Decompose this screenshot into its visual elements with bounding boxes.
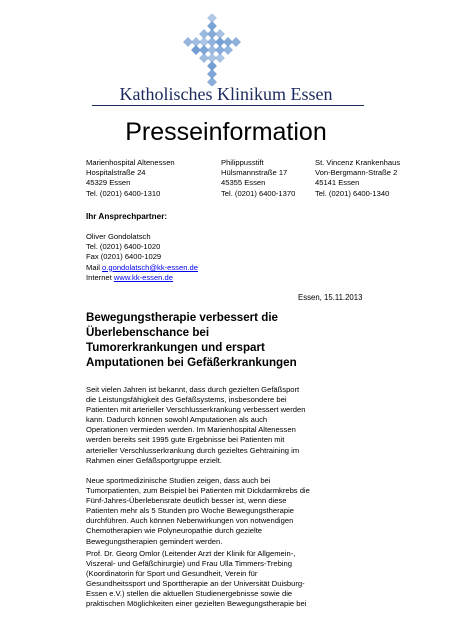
paragraph-line: Tumorpatienten, zum Beispiel bei Patienten mit Dickdarmkrebs die: [86, 486, 310, 496]
headline-line: Bewegungstherapie verbessert die: [86, 311, 279, 324]
paragraph-line: die Leistungsfähigkeit des Gefäßsystems, insbesondere bei: [86, 395, 287, 405]
contact-internet-link[interactable]: www.kk-essen.de: [113, 272, 173, 282]
contact-name: Oliver Gondolatsch: [86, 232, 151, 241]
contact-mail-label: Mail: [86, 262, 103, 272]
paragraph-line: Patienten mit arterieller Verschlusserkrankung verbessert werden: [86, 405, 306, 415]
address-line: Hülsmannstraße 17: [221, 168, 288, 178]
contact-internet-label: Internet: [86, 272, 114, 282]
logo-tile: [231, 37, 241, 47]
address-line: Philippusstift: [221, 158, 264, 167]
address-line: Von-Bergmann-Straße 2: [315, 168, 398, 178]
address-line: Hospitalstraße 24: [86, 168, 146, 178]
paragraph-line: Gesundheitssport und Sporttherapie an der Universität Duisburg-: [86, 579, 305, 589]
contact-internet-row: [86, 273, 198, 283]
contact-block: [86, 232, 198, 283]
logo-tile: [199, 53, 209, 63]
contact-mail-link[interactable]: o.gondolatsch@kk-essen.de: [102, 262, 198, 272]
paragraph-line: praktischen Möglichkeiten einer gezielten Bewegungstherapie bei: [86, 599, 307, 609]
address-line: Tel. (0201) 6400-1310: [86, 188, 161, 198]
address-line: Marienhospital Altenessen: [86, 158, 175, 167]
logo-tile: [215, 53, 225, 63]
address-line: 45329 Essen: [86, 178, 131, 188]
headline-line: Amputationen bei Gefäßerkrankungen: [86, 356, 297, 369]
paragraph-line: Chemotherapien wie Polyneuropathie durch gezielte: [86, 526, 263, 536]
body-paragraph-1: [86, 385, 305, 466]
page-title: Presseinformation: [125, 118, 327, 146]
contact-tel: Tel. (0201) 6400-1020: [86, 242, 161, 252]
paragraph-line: durchführen. Auch können Nebenwirkungen von notwendigen: [86, 516, 294, 526]
body-paragraph-2: [86, 476, 310, 547]
clinic-name: Katholisches Klinikum Essen: [119, 84, 333, 104]
contact-mail-row: [86, 263, 198, 273]
contact-heading: Ihr Ansprechpartner:: [86, 212, 168, 221]
paragraph-line: Essen e.V.) stellen die aktuellen Studienergebnisse sowie die: [86, 589, 293, 599]
paragraph-line: Patienten mehr als 5 Stunden pro Woche Bewegungstherapie: [86, 506, 294, 516]
paragraph-line: werden bereits seit 1995 gute Ergebnisse bei Patienten mit: [86, 435, 285, 445]
contact-fax: Fax (0201) 6400-1029: [86, 252, 162, 262]
address-line: Tel. (0201) 6400-1340: [315, 188, 390, 198]
logo-tile: [199, 29, 209, 39]
paragraph-line: (Koordinatorin für Sport und Gesundheit, Verein für: [86, 569, 258, 579]
paragraph-line: Rahmen einer Gefäßsportgruppe erzielt.: [86, 455, 222, 465]
press-headline: [86, 310, 356, 370]
address-line: Tel. (0201) 6400-1370: [221, 188, 296, 198]
headline-line: Tumorerkrankungen und erspart: [86, 341, 265, 354]
address-line: 45141 Essen: [315, 178, 360, 188]
address-philippusstift: [221, 158, 295, 199]
paragraph-line: arterieller Verschlusserkrankung durch gezieltes Gehtraining im: [86, 445, 300, 455]
paragraph-line: Fünf-Jahres-Überlebensrate deutlich besser ist, wenn diese: [86, 496, 287, 506]
logo-tile: [223, 45, 233, 55]
paragraph-line: Neue sportmedizinische Studien zeigen, dass auch bei: [86, 476, 271, 485]
paragraph-line: Viszeral- und Gefäßchirurgie) und Frau Ulla Timmers-Trebing: [86, 559, 292, 569]
address-line: St. Vincenz Krankenhaus: [315, 158, 401, 167]
paragraph-line: Bewegungstherapien gemindert werden.: [86, 536, 223, 546]
address-st-vincenz: [315, 158, 400, 199]
paragraph-line: kann. Dadurch können sowohl Amputationen als auch: [86, 415, 268, 425]
paragraph-line: Seit vielen Jahren ist bekannt, dass durch gezielten Gefäßsport: [86, 385, 300, 394]
body-paragraph-3: [86, 549, 306, 610]
logo-tile: [215, 29, 225, 39]
address-line: 45355 Essen: [221, 178, 266, 188]
clinic-name-underline: [92, 105, 364, 106]
paragraph-line: Operationen vermieden werden. Im Marienhospital Altenessen: [86, 425, 296, 435]
headline-line: Überlebenschance bei: [86, 326, 210, 339]
diamond-cross-logo-icon: [180, 14, 244, 86]
address-marienhospital: [86, 158, 175, 199]
press-date: Essen, 15.11.2013: [298, 293, 363, 302]
paragraph-line: Prof. Dr. Georg Omlor (Leitender Arzt der Klinik für Allgemein-,: [86, 549, 296, 558]
